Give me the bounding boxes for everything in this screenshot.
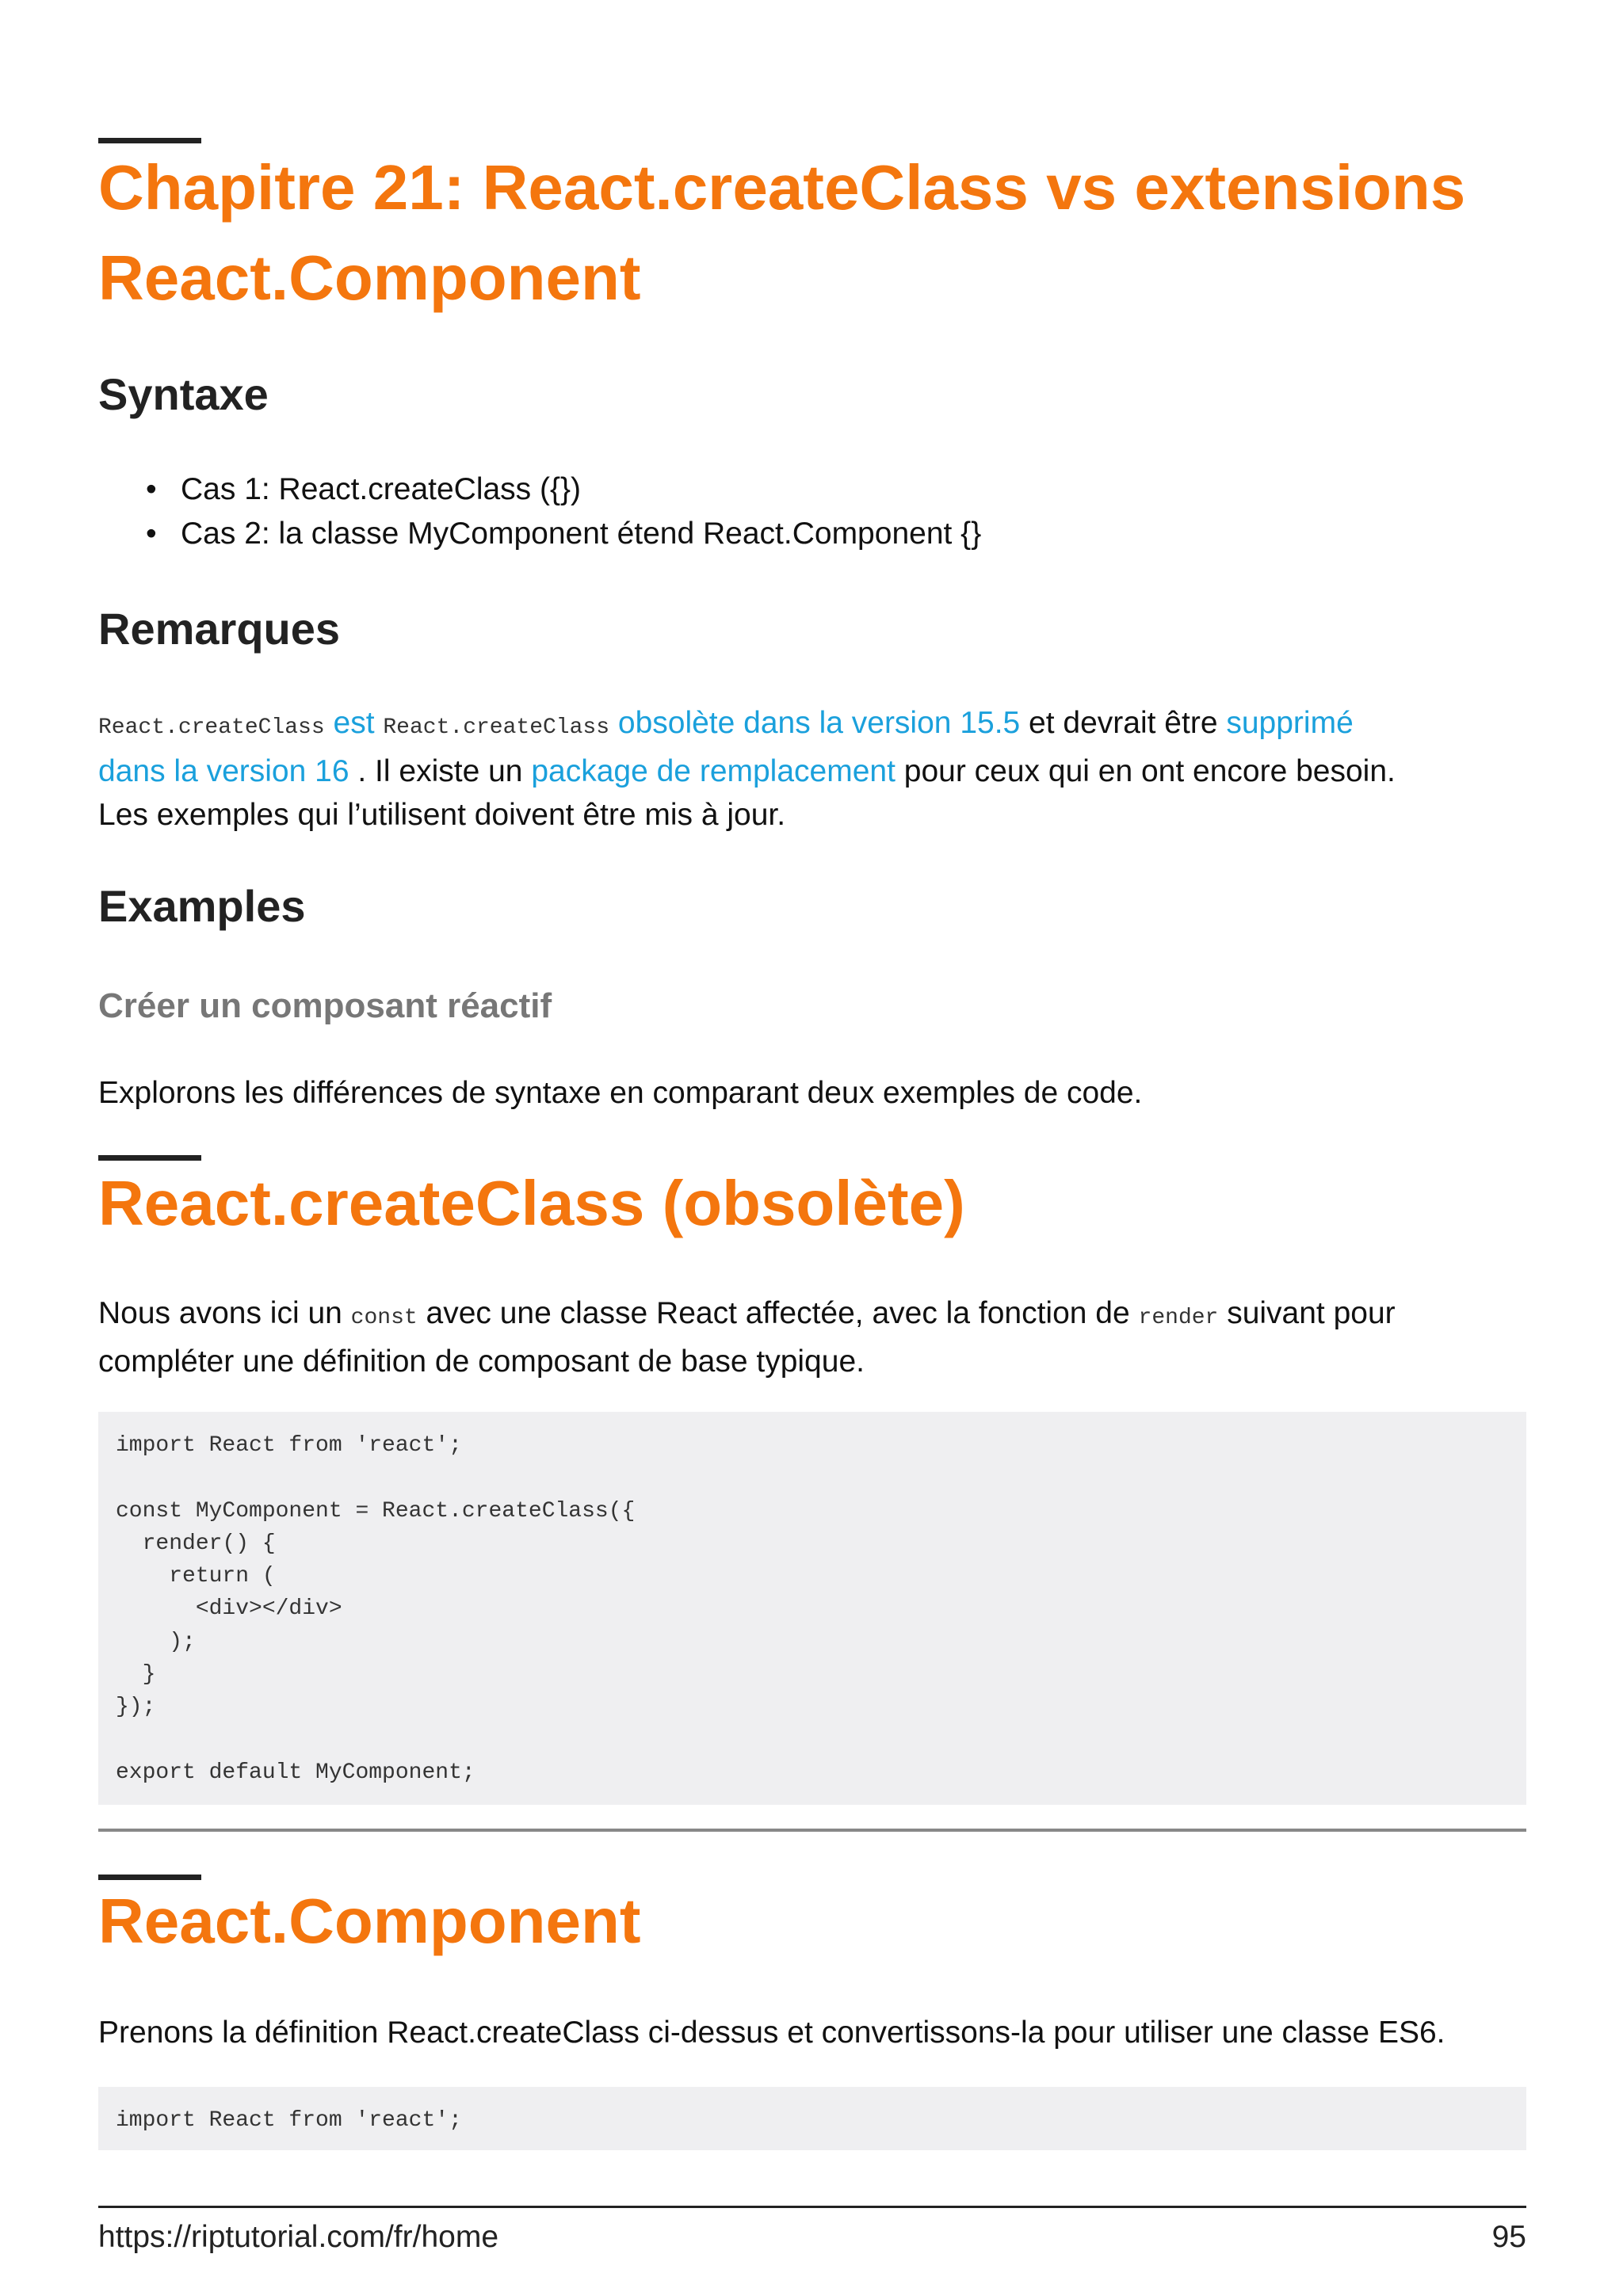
examples-heading: Examples (98, 881, 306, 931)
examples-subheading: Créer un composant réactif (98, 986, 552, 1025)
remarks-text: Les exemples qui l’utilisent doivent être mis à jour. (98, 798, 786, 832)
remarks-text: pour ceux qui en ont encore besoin. (895, 754, 1396, 788)
page-number: 95 (1491, 2220, 1526, 2254)
list-item: • Cas 2: la classe MyComponent étend React.Component {} (98, 512, 981, 556)
component-paragraph: Prenons la définition React.createClass ci-dessus et convertissons-la pour utiliser une classe ES6. (98, 2016, 1445, 2050)
link-replacement-package[interactable]: package de remplacement (531, 754, 896, 788)
section-title-create-class: React.createClass (obsolète) (98, 1168, 965, 1238)
examples-intro: Explorons les différences de syntaxe en comparant deux exemples de code. (98, 1076, 1143, 1110)
link-removed-16[interactable]: supprimé (1226, 706, 1354, 740)
footer-rule (98, 2206, 1526, 2208)
code-block-component: import React from 'react'; (98, 2087, 1526, 2150)
code-block-create-class: import React from 'react'; const MyComponent = React.createClass({ render() { return ( <div></div> ); } }); export default MyComponent; (98, 1412, 1526, 1805)
remarks-text: et devrait être (1020, 706, 1227, 740)
inline-code: React.createClass (98, 715, 325, 740)
syntax-heading: Syntaxe (98, 369, 269, 419)
chapter-title-line1: Chapitre 21: React.createClass vs extensions (98, 152, 1466, 223)
horizontal-divider (98, 1829, 1526, 1832)
link-est[interactable]: est (333, 706, 375, 740)
paragraph-text: avec une classe React affectée, avec la fonction de (417, 1296, 1139, 1330)
inline-code-render: render (1138, 1306, 1219, 1330)
chapter-title (98, 143, 1465, 323)
inline-code-const: const (350, 1306, 418, 1330)
syntax-list (98, 467, 1079, 556)
section-title-component: React.Component (98, 1886, 641, 1956)
create-class-paragraph (98, 1291, 1533, 1383)
link-deprecated-15-5[interactable]: obsolète dans la version 15.5 (617, 706, 1021, 740)
inline-code: React.createClass (383, 715, 610, 740)
footer-url[interactable]: https://riptutorial.com/fr/home (98, 2220, 499, 2254)
remarks-text: . Il existe un (349, 754, 532, 788)
paragraph-text: Nous avons ici un (98, 1296, 351, 1330)
link-removed-16-cont[interactable]: dans la version 16 (98, 754, 349, 788)
remarks-heading: Remarques (98, 604, 341, 654)
paragraph-text: compléter une définition de composant de base typique. (98, 1344, 865, 1379)
remarks-paragraph (98, 701, 1533, 837)
chapter-title-line2: React.Component (98, 242, 641, 313)
paragraph-text: suivant pour (1218, 1296, 1396, 1330)
list-item: • Cas 1: React.createClass ({}) (98, 467, 981, 512)
